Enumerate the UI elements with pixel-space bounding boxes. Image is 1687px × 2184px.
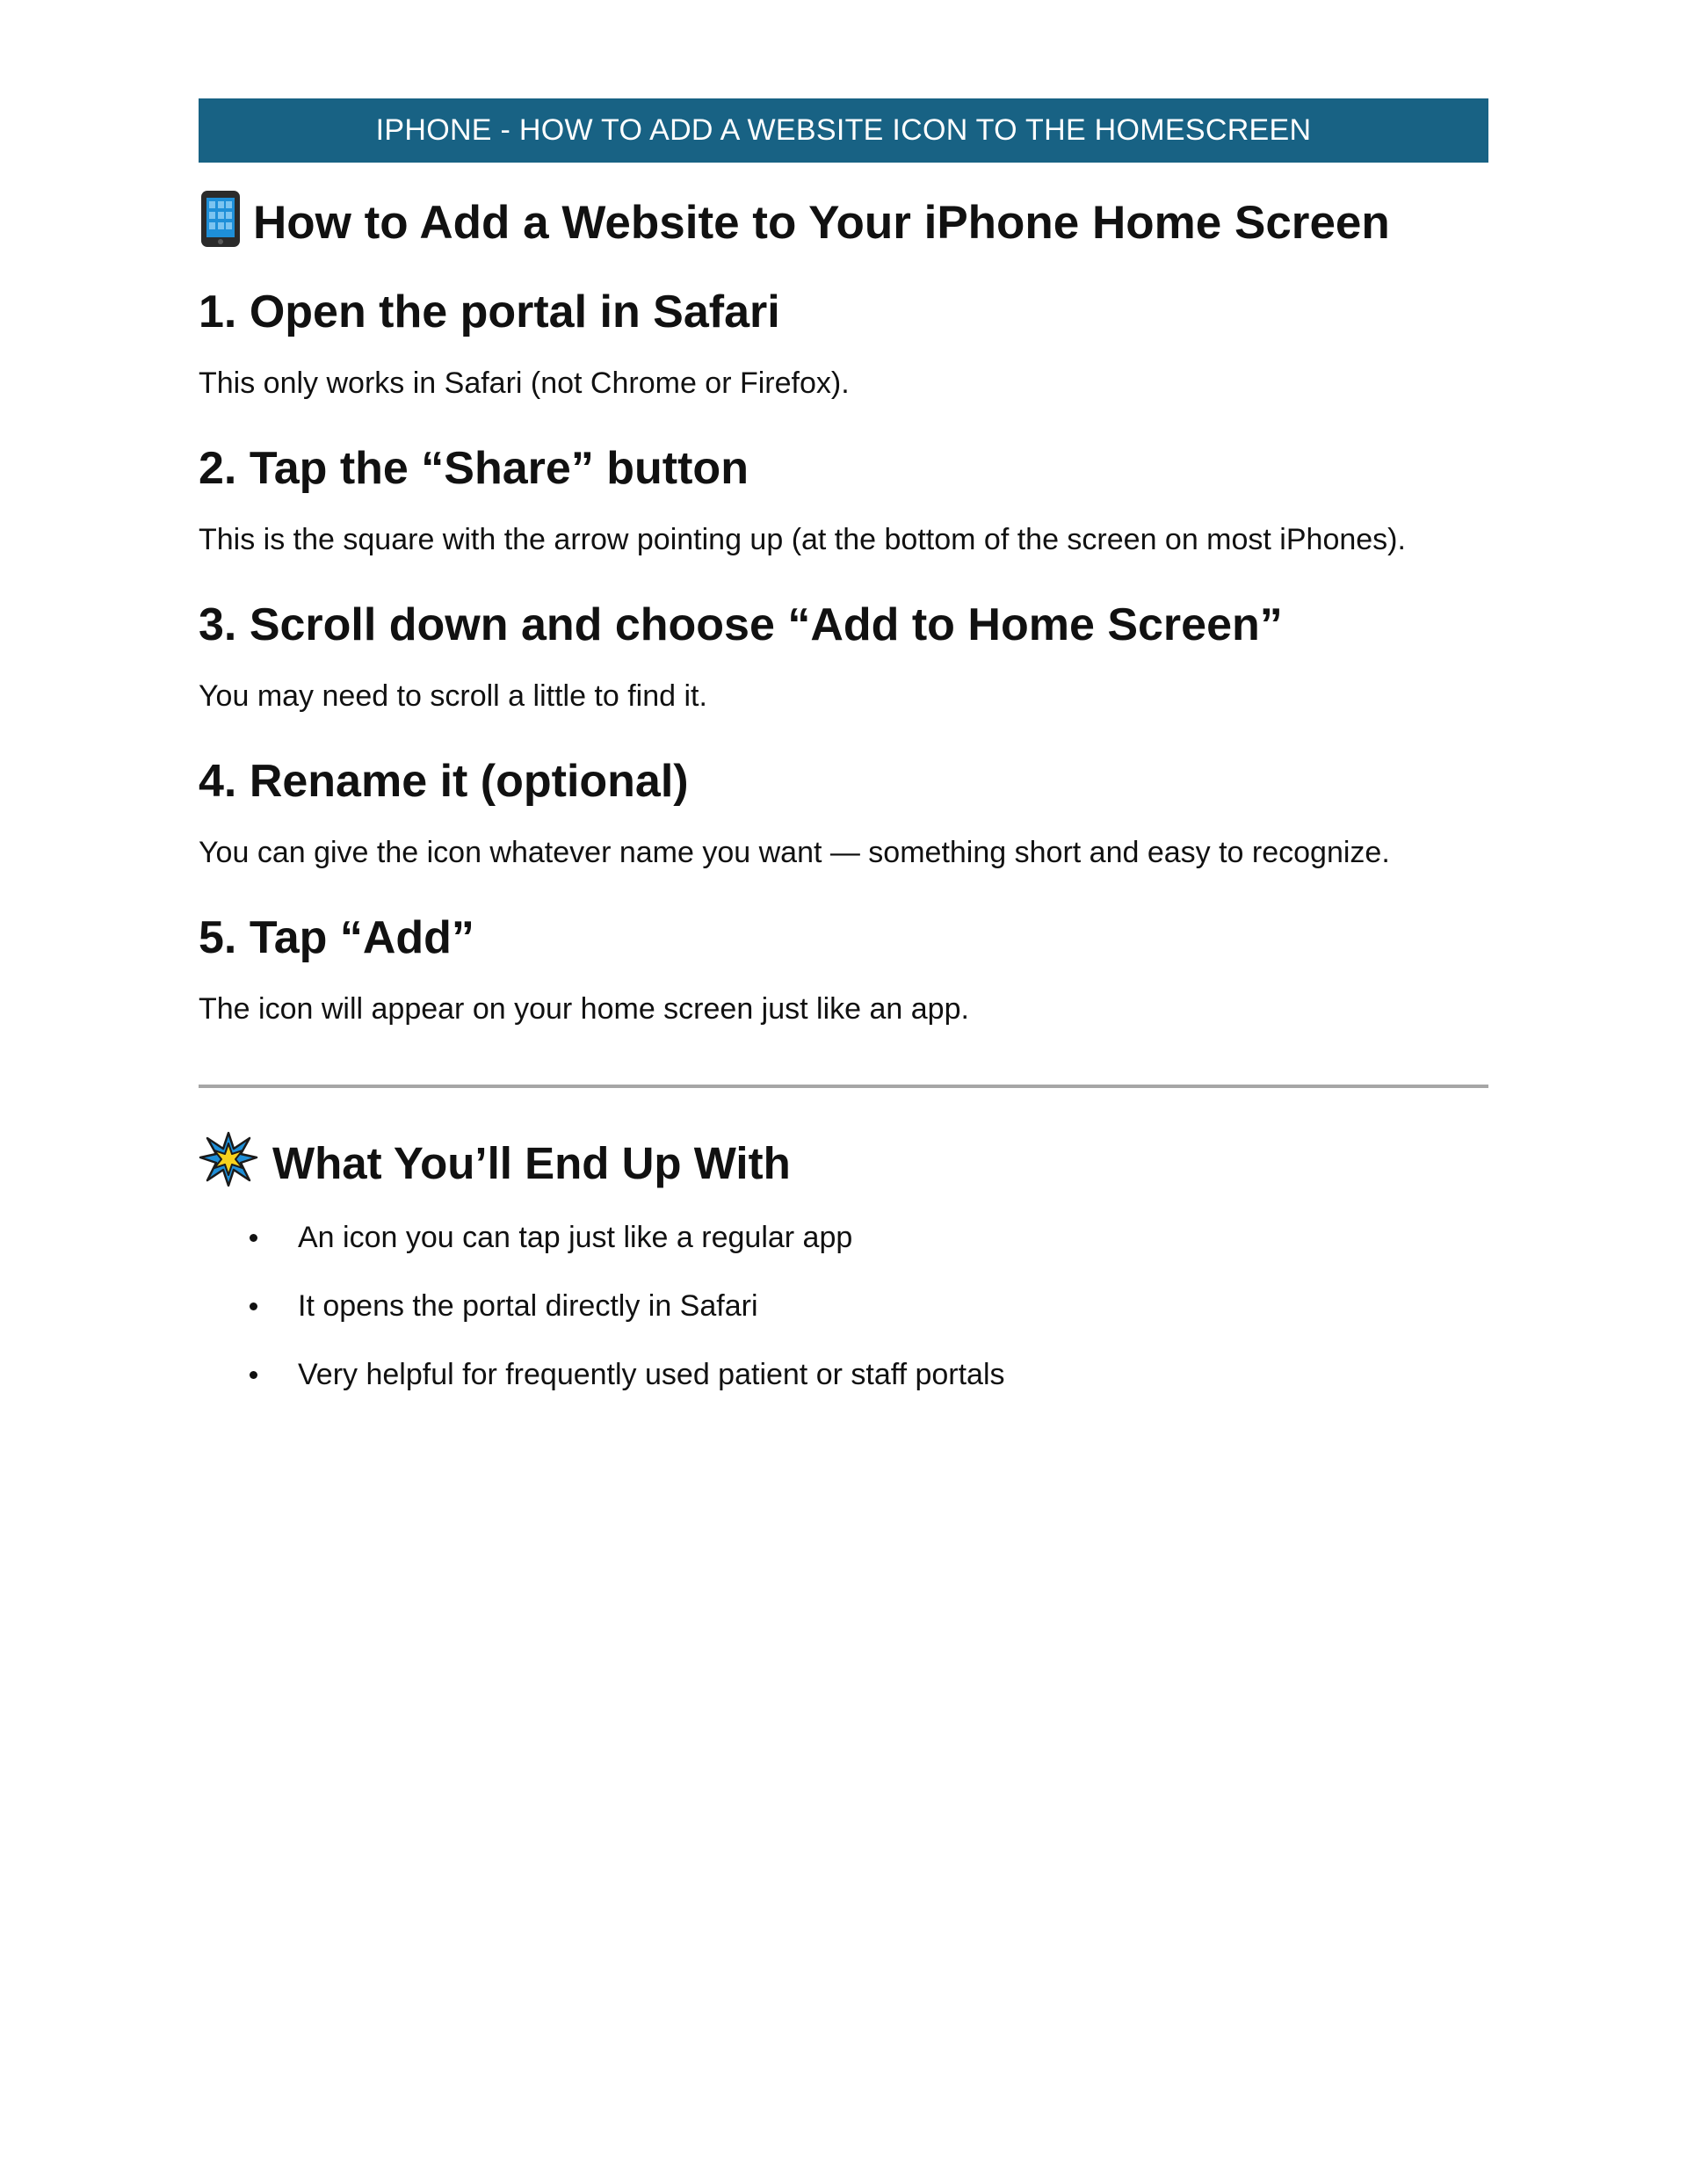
page-title-text: How to Add a Website to Your iPhone Home Screen xyxy=(253,196,1390,249)
step-1-heading: 1. Open the portal in Safari xyxy=(199,287,780,337)
step-5-heading: 5. Tap “Add” xyxy=(199,912,474,963)
banner-title: IPHONE - HOW TO ADD A WEBSITE ICON TO THE HOMESCREEN xyxy=(375,113,1312,147)
bullet-icon xyxy=(250,1302,257,1310)
step-4-heading: 4. Rename it (optional) xyxy=(199,756,689,807)
result-section xyxy=(199,1134,1488,1394)
step-2-heading: 2. Tap the “Share” button xyxy=(199,443,749,494)
bullet-icon xyxy=(250,1234,257,1242)
list-item-text: An icon you can tap just like a regular app xyxy=(298,1220,853,1254)
step-4-body: You can give the icon whatever name you want — something short and easy to recognize. xyxy=(199,835,1390,869)
header-banner xyxy=(199,98,1488,163)
list-item-text: It opens the portal directly in Safari xyxy=(298,1288,758,1323)
step-3-body: You may need to scroll a little to find it. xyxy=(199,678,707,713)
step-1-body: This only works in Safari (not Chrome or Firefox). xyxy=(199,366,850,400)
list-item xyxy=(199,1355,1488,1394)
result-heading-text: What You’ll End Up With xyxy=(272,1137,791,1188)
step-1 xyxy=(199,285,1488,403)
step-3 xyxy=(199,598,1488,715)
list-item xyxy=(199,1218,1488,1257)
step-3-heading: 3. Scroll down and choose “Add to Home Screen” xyxy=(199,599,1283,650)
mobile-phone-icon xyxy=(199,190,243,256)
step-5 xyxy=(199,911,1488,1028)
document-page xyxy=(199,98,1488,1394)
bullet-icon xyxy=(250,1371,257,1379)
step-4 xyxy=(199,754,1488,872)
star-burst-icon xyxy=(199,1131,258,1194)
list-item xyxy=(199,1287,1488,1325)
page-title xyxy=(199,193,1488,251)
step-2 xyxy=(199,441,1488,559)
list-item-text: Very helpful for frequently used patient or staff portals xyxy=(298,1357,1005,1391)
step-5-body: The icon will appear on your home screen just like an app. xyxy=(199,991,969,1026)
result-list xyxy=(199,1218,1488,1394)
result-heading xyxy=(199,1134,1488,1192)
step-2-body: This is the square with the arrow pointing up (at the bottom of the screen on most iPhones). xyxy=(199,522,1406,556)
